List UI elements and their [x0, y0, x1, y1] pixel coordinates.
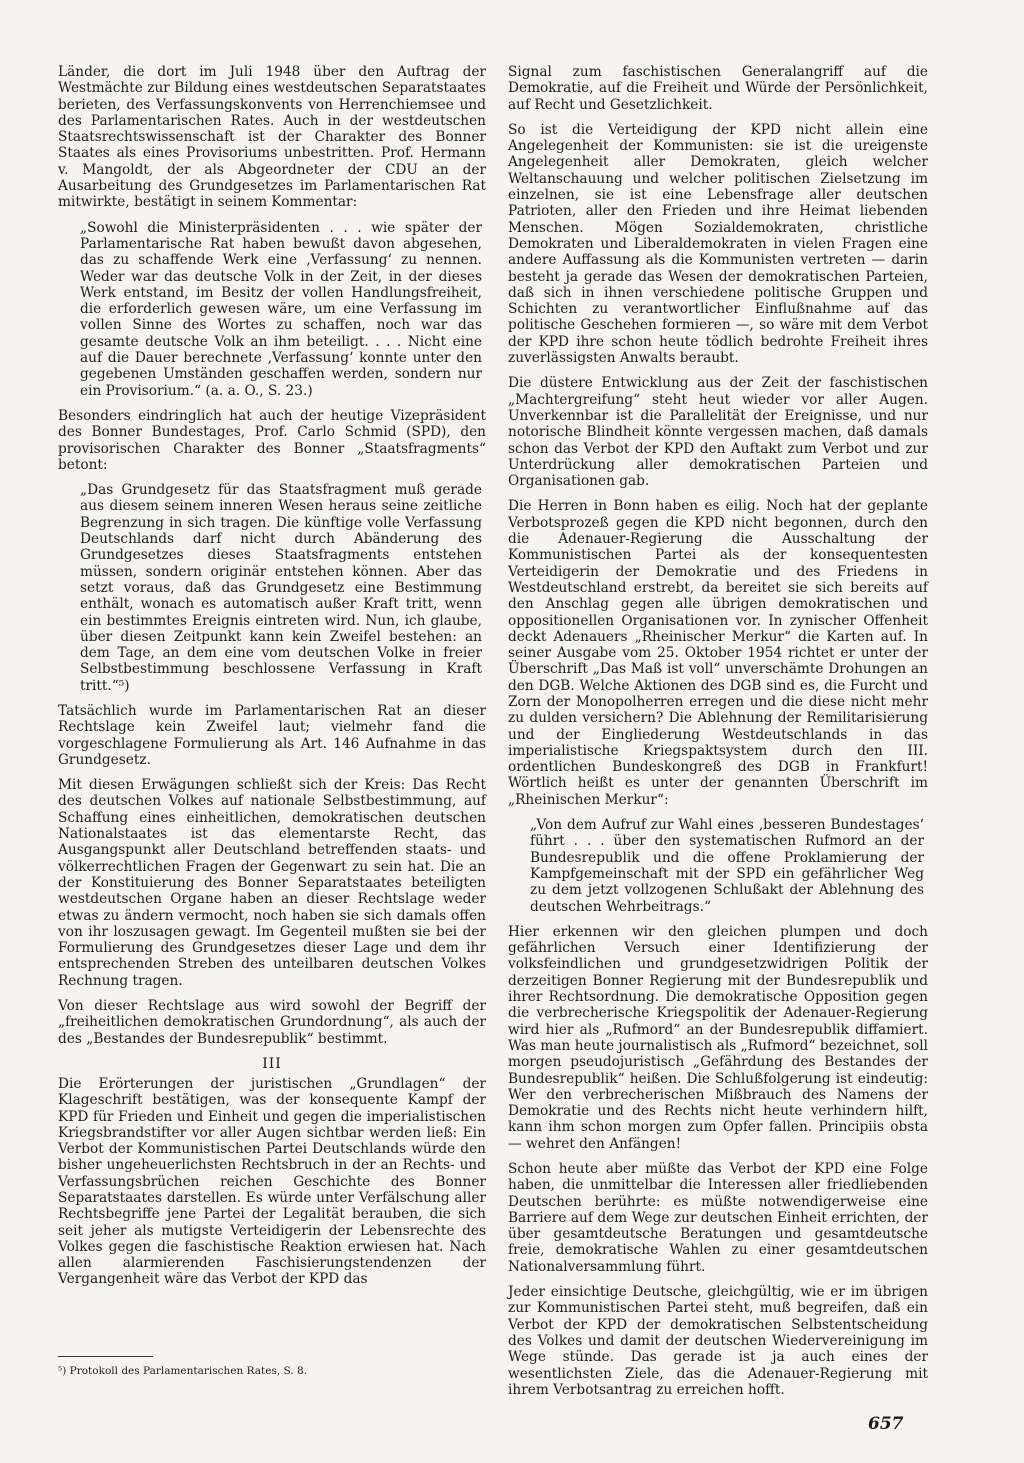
- paragraph: Von dieser Rechtslage aus wird sowohl der Begriff der „freiheitlichen demokratischen Grundordnung“, als auch der des „Bestandes der Bundesrepublik“ bestimmt.: [58, 998, 486, 1047]
- page-number: 657: [868, 1414, 904, 1434]
- footnote: ⁵) Protokoll des Parlamentarischen Rates, S. 8.: [58, 1365, 308, 1377]
- paragraph: Besonders eindringlich hat auch der heutige Vizepräsident des Bonner Bundestages, Prof. Carlo Schmid (SPD), den provisorischen Charakter des Bonner „Staatsfragments“ betont:: [58, 407, 486, 473]
- right-column: [508, 64, 928, 1407]
- paragraph: Die düstere Entwicklung aus der Zeit der faschistischen „Machtergreifung“ steht heut wieder vor aller Augen. Unverkennbar ist die Parallelität der Ereignisse, und nur notorische Blindheit könnte vergessen machen, daß damals schon das Verbot der KPD den Auftakt zum Verbot und zur Unterdrückung aller demokratischen Parteien und Organisationen gab.: [508, 375, 928, 490]
- paragraph: Die Erörterungen der juristischen „Grundlagen“ der Klageschrift bestätigen, was der konsequente Kampf der KPD für Frieden und Einheit und gegen die imperialistischen Kriegsbrandstifter vor aller Augen sichtbar werden ließ: Ein Verbot der Kommunistischen Partei Deutschlands würde den bisher ungeheuerlichsten Rechtsbruch in der an Rechts- und Verfassungsbrüchen reichen Geschichte des Bonner Separatstaates darstellen. Es würde unter Verfälschung aller Rechtsbegriffe jene Partei der Legalität berauben, die sich seit jeher als mutigste Verteidigerin der Lebensrechte des Volkes gegen die faschistische Reaktion erwiesen hat. Nach allen alarmierenden Faschisierungstendenzen der Vergangenheit wäre das Verbot der KPD das: [58, 1075, 486, 1288]
- footnote-divider: [58, 1356, 153, 1357]
- paragraph: Mit diesen Erwägungen schließt sich der Kreis: Das Recht des deutschen Volkes auf nationale Selbstbestimmung, auf Schaffung eines einheitlichen, demokratischen deutschen Nationalstaates ist das elementarste Recht, das Ausgangspunkt aller Deutschland betreffenden staats- und völkerrechtlichen Fragen der Gegenwart zu sein hat. Die an der Konstituierung des Bonner Separatstaates beteiligten westdeutschen Organe haben an dieser Rechtslage weder etwas zu ändern vermocht, noch haben sie sich damals offen von ihr loszusagen gewagt. Im Gegenteil mußten sie bei der Formulierung des Grundgesetzes dieser Lage und dem ihr entsprechenden Streben des unteilbaren deutschen Volkes Rechnung tragen.: [58, 777, 486, 989]
- paragraph: Hier erkennen wir den gleichen plumpen und doch gefährlichen Versuch einer Identifizierung der volksfeindlichen und grundgesetzwidrigen Politik der derzeitigen Bonner Regierung mit der Bundesrepublik und ihrer Rechtsordnung. Die demokratische Opposition gegen die verbrecherische Kriegspolitik der Adenauer-Regierung wird hier als „Rufmord“ an der Bundesrepublik diffamiert. Was man heute journalistisch als „Rufmord“ bezeichnet, soll morgen pseudojuristisch „Gefährdung des Bestandes der Bundesrepublik“ heißen. Die Schlußfolgerung ist eindeutig: Wer den verbrecherischen Mißbrauch des Namens der Demokratie und des Rechts nicht heute verhindern hilft, kann ihm schon morgen zum Opfer fallen. Principiis obsta — wehret den Anfängen!: [508, 923, 928, 1152]
- paragraph: So ist die Verteidigung der KPD nicht allein eine Angelegenheit der Kommunisten: sie ist die ureigenste Angelegenheit aller Demokraten, gleich welcher Weltanschauung und welcher politischen Zielsetzung im einzelnen, sie ist eine Lebensfrage aller deutschen Patrioten, aller den Frieden und ihre Heimat liebenden Menschen. Mögen Sozialdemokraten, christliche Demokraten und Liberaldemokraten in vielen Fragen eine andere Auffassung als die Kommunisten vertreten — darin besteht ja gerade das Wesen der demokratischen Parteien, daß sich in ihnen verschiedene politische Gruppen und Schichten zu verantwortlicher Einflußnahme auf das politische Geschehen formieren —, so wäre mit dem Verbot der KPD ihre schon heute tödlich bedrohte Freiheit ihres zuverlässigsten Anwalts beraubt.: [508, 121, 928, 367]
- section-heading: III: [262, 1055, 282, 1072]
- quote-rheinischer-merkur: „Von dem Aufruf zur Wahl eines ‚besseren Bundestages‘ führt . . . über den systematischen Rufmord an der Bundesrepublik und die offene Proklamierung der Kampfgemeinschaft mit der SPD ein gefährlicher Weg zu dem jetzt vollzogenen Schlußakt der Ablehnung des deutschen Wehrbeitrags.“: [530, 817, 924, 915]
- quote-schmid: „Das Grundgesetz für das Staatsfragment muß gerade aus diesem seinem inneren Wesen heraus seine zeitliche Begrenzung in sich tragen. Die künftige volle Verfassung Deutschlands darf nicht durch Abänderung des Grundgesetzes dieses Staatsfragments entstehen müssen, sondern originär entstehen können. Aber das setzt voraus, daß das Grundgesetz eine Bestimmung enthält, wonach es automatisch außer Kraft tritt, wenn ein bestimmtes Ereignis eintreten wird. Nun, ich glaube, über diesen Zeitpunkt kann kein Zweifel bestehen: an dem Tage, an dem eine vom deutschen Volke in freier Selbstbestimmung beschlossene Verfassung in Kraft tritt.“⁵): [80, 482, 482, 694]
- left-column: [58, 64, 486, 1297]
- paragraph: Die Herren in Bonn haben es eilig. Noch hat der geplante Verbotsprozeß gegen die KPD nicht begonnen, durch den die Adenauer-Regierung die Ausschaltung der Kommunistischen Partei als der konsequentesten Verteidigerin der Demokratie und des Friedens in Westdeutschland erstrebt, da bereitet sie sich bereits auf den Anschlag gegen alle übrigen demokratischen und oppositionellen Organisationen vor. In zynischer Offenheit deckt Adenauers „Rheinischer Merkur“ die Karten auf. In seiner Ausgabe vom 25. Oktober 1954 richtet er unter der Überschrift „Das Maß ist voll“ unverschämte Drohungen an den DGB. Welche Aktionen des DGB sind es, die Furcht und Zorn der Monopolherren erregen und die diese nicht mehr zu dulden versichern? Die Ablehnung der Remilitarisierung und der Eingliederung Westdeutschlands in das imperialistische Kriegspaktsystem durch den III. ordentlichen Bundeskongreß des DGB in Frankfurt! Wörtlich heißt es unter der genannten Überschrift im „Rheinischen Merkur“:: [508, 498, 928, 808]
- paragraph: Tatsächlich wurde im Parlamentarischen Rat an dieser Rechtslage kein Zweifel laut; vielmehr fand die vorgeschlagene Formulierung als Art. 146 Aufnahme in das Grundgesetz.: [58, 702, 486, 768]
- paragraph: Länder, die dort im Juli 1948 über den Auftrag der Westmächte zur Bildung eines westdeutschen Separatstaates berieten, des Verfassungskonvents von Herrenchiemsee und des Parlamentarischen Rates. Auch in der westdeutschen Staatsrechtswissenschaft ist der Charakter des Bonner Staates als eines Provisoriums unbestritten. Prof. Hermann v. Mangoldt, der als Abgeordneter der CDU an der Ausarbeitung des Grundgesetzes im Parlamentarischen Rat mitwirkte, bestätigt in seinem Kommentar:: [58, 64, 486, 211]
- paragraph: Signal zum faschistischen Generalangriff auf die Demokratie, auf die Freiheit und Würde der Persönlichkeit, auf Recht und Gesetzlichkeit.: [508, 64, 928, 113]
- quote-mangoldt: „Sowohl die Ministerpräsidenten . . . wie später der Parlamentarische Rat haben bewußt davon abgesehen, das zu schaffende Werk eine ‚Verfassung‘ zu nennen. Weder war das deutsche Volk in der Zeit, in der dieses Werk entstand, im Besitz der vollen Handlungsfreiheit, die erforderlich gewesen wäre, um eine Verfassung im vollen Sinne des Wortes zu schaffen, noch war das gesamte deutsche Volk an ihm beteiligt. . . . Nicht eine auf die Dauer berechnete ‚Verfassung‘ konnte unter den gegebenen Umständen geschaffen werden, sondern nur ein Provisorium.“ (a. a. O., S. 23.): [80, 219, 482, 399]
- paragraph: Jeder einsichtige Deutsche, gleichgültig, wie er im übrigen zur Kommunistischen Partei steht, muß begreifen, daß ein Verbot der KPD der demokratischen Selbstentscheidung des Volkes und damit der deutschen Wiedervereinigung im Wege stünde. Das gerade ist ja auch eines der wesentlichsten Ziele, das die Adenauer-Regierung mit ihrem Verbotsantrag zu erreichen hofft.: [508, 1284, 928, 1398]
- paragraph: Schon heute aber müßte das Verbot der KPD eine Folge haben, die unmittelbar die Interessen aller friedliebenden Deutschen berührte: es müßte notwendigerweise eine Barriere auf dem Wege zur deutschen Einheit errichten, der über gesamtdeutsche Beratungen und gesamtdeutsche freie, demokratische Wahlen zu einer gesamtdeutschen Nationalversammlung führt.: [508, 1161, 928, 1275]
